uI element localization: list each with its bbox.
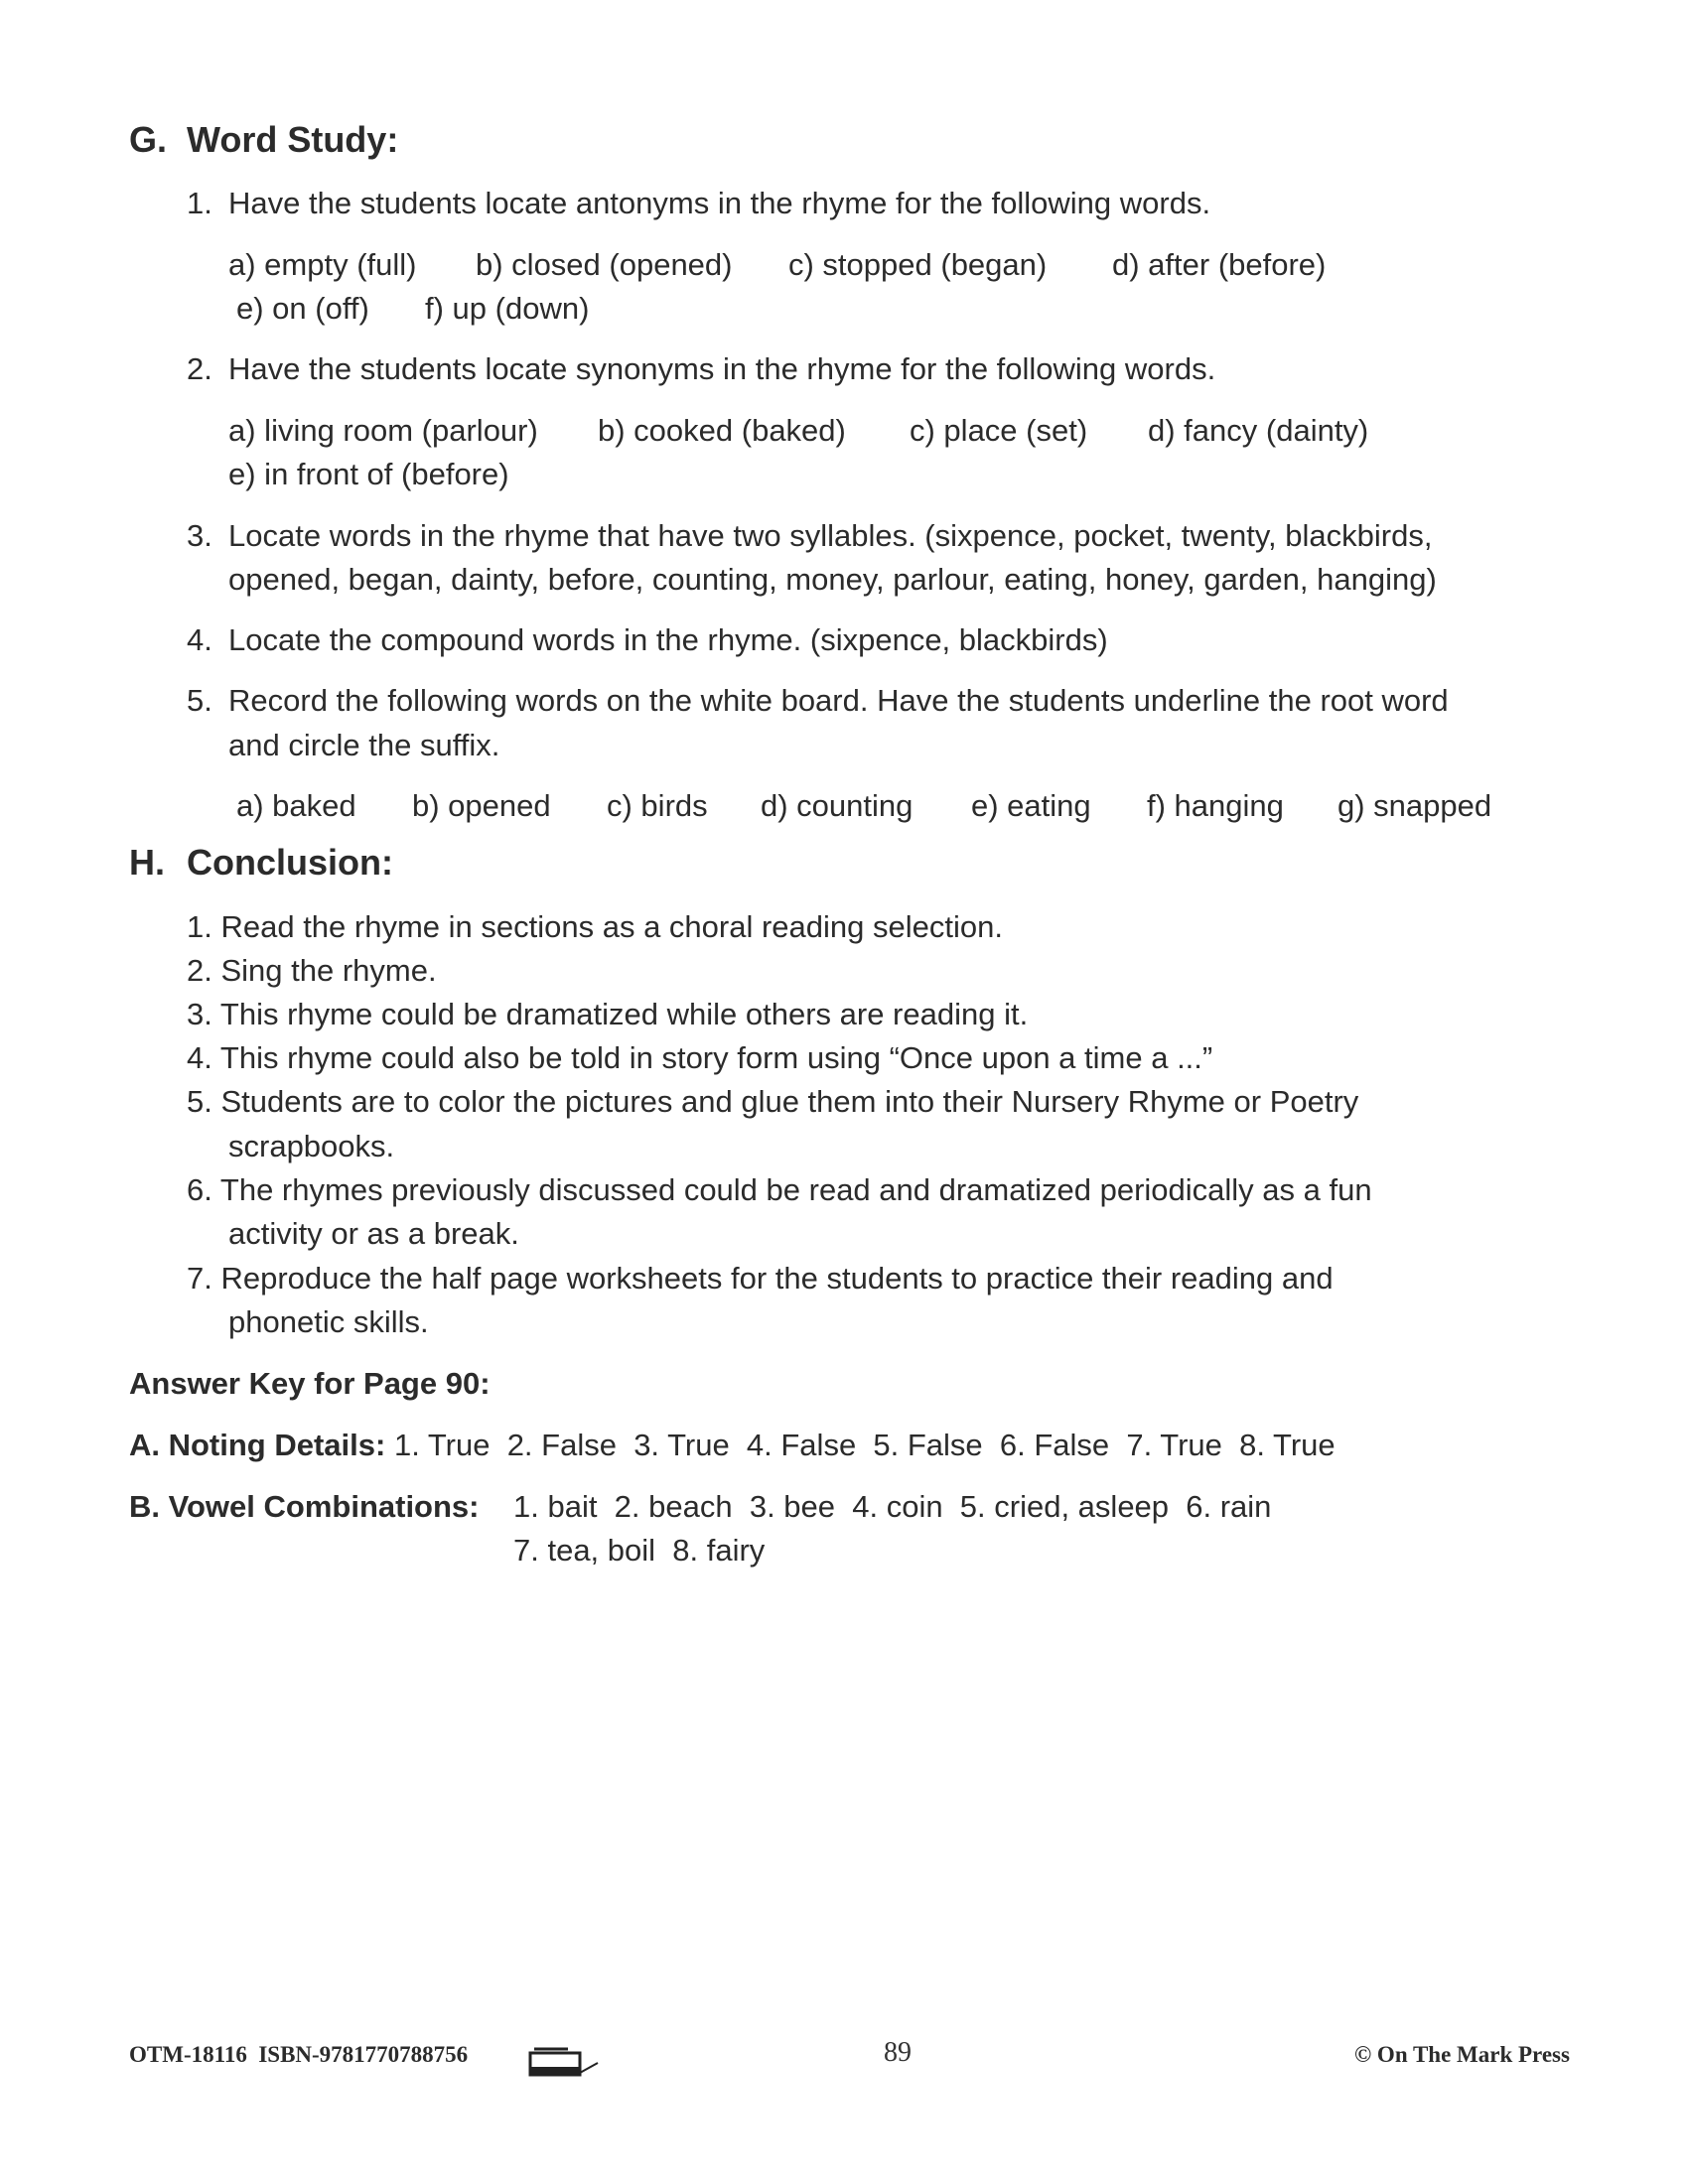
section-g-title: Word Study: [187,119,399,160]
synonym-e: e) in front of (before) [228,457,509,491]
g-item-1-number: 1. [187,186,212,220]
g-item-4-number: 4. [187,622,212,657]
g-item-2-text: Have the students locate synonyms in the rhyme for the following words. [228,351,1216,386]
synonym-b: b) cooked (baked) [598,413,846,448]
suffix-word-e: e) eating [971,788,1091,823]
antonym-e: e) on (off) [236,291,369,326]
g-item-3-line-1: Locate words in the rhyme that have two syllables. (sixpence, pocket, twenty, blackbirds, [228,518,1433,553]
antonym-d: d) after (before) [1112,247,1327,282]
answer-key-title: Answer Key for Page 90: [129,1366,491,1401]
answer-b-label: B. Vowel Combinations: [129,1489,480,1524]
suffix-word-d: d) counting [761,788,914,823]
suffix-word-c: c) birds [607,788,708,823]
section-h-letter: H. [129,842,165,883]
synonym-d: d) fancy (dainty) [1148,413,1369,448]
g-item-3-number: 3. [187,518,212,553]
conclusion-line-2: 2. Sing the rhyme. [187,953,437,988]
conclusion-line-4: 4. This rhyme could also be told in story form using “Once upon a time a ...” [187,1040,1213,1075]
suffix-word-f: f) hanging [1147,788,1284,823]
conclusion-line-5: 5. Students are to color the pictures and glue them into their Nursery Rhyme or Poetry [187,1084,1359,1119]
conclusion-line-7: 7. Reproduce the half page worksheets for the students to practice their reading and [187,1261,1334,1296]
g-item-3-line-2: opened, began, dainty, before, counting, money, parlour, eating, honey, garden, hanging) [228,562,1437,597]
antonym-b: b) closed (opened) [476,247,733,282]
section-g-heading [129,119,398,161]
conclusion-line-6: 6. The rhymes previously discussed could be read and dramatized periodically as a fun [187,1172,1372,1207]
suffix-word-row [0,784,1688,828]
g-item-5-number: 5. [187,683,212,718]
suffix-word-g: g) snapped [1337,788,1492,823]
g-item-5-line-2: and circle the suffix. [228,728,500,762]
answer-a-row [129,1424,1336,1467]
g-item-4-text: Locate the compound words in the rhyme. (sixpence, blackbirds) [228,622,1108,657]
antonym-row-2 [0,287,1688,331]
answer-a-label: A. Noting Details: [129,1428,386,1462]
publisher-logo-icon [528,2045,602,2079]
antonym-a: a) empty (full) [228,247,417,282]
g-item-1-text: Have the students locate antonyms in the rhyme for the following words. [228,186,1211,220]
synonym-row-2 [0,453,1688,496]
synonym-a: a) living room (parlour) [228,413,538,448]
answer-a-text: 1. True 2. False 3. True 4. False 5. False 6. False 7. True 8. True [393,1428,1336,1462]
section-h-heading [129,842,393,884]
footer-publisher: © On The Mark Press [1354,2042,1570,2067]
page-number: 89 [884,2037,912,2068]
antonym-row-1 [0,243,1688,287]
answer-b-line-1: 1. bait 2. beach 3. bee 4. coin 5. cried, asleep 6. rain [513,1489,1272,1524]
antonym-c: c) stopped (began) [788,247,1048,282]
section-g-letter: G. [129,119,168,160]
footer-isbn: OTM-18116 ISBN-9781770788756 [129,2042,469,2067]
conclusion-line-1: 1. Read the rhyme in sections as a choral reading selection. [187,909,1003,944]
suffix-word-b: b) opened [412,788,551,823]
antonym-f: f) up (down) [425,291,590,326]
suffix-word-a: a) baked [236,788,356,823]
conclusion-line-7-cont: phonetic skills. [228,1304,429,1339]
g-item-5-line-1: Record the following words on the white board. Have the students underline the root word [228,683,1449,718]
conclusion-line-5-cont: scrapbooks. [228,1129,395,1163]
g-item-2-number: 2. [187,351,212,386]
synonym-c: c) place (set) [910,413,1088,448]
conclusion-line-3: 3. This rhyme could be dramatized while others are reading it. [187,997,1029,1031]
section-h-title: Conclusion: [187,842,393,883]
synonym-row-1 [0,409,1688,453]
answer-b-line-2: 7. tea, boil 8. fairy [513,1533,766,1568]
conclusion-line-6-cont: activity or as a break. [228,1216,519,1251]
